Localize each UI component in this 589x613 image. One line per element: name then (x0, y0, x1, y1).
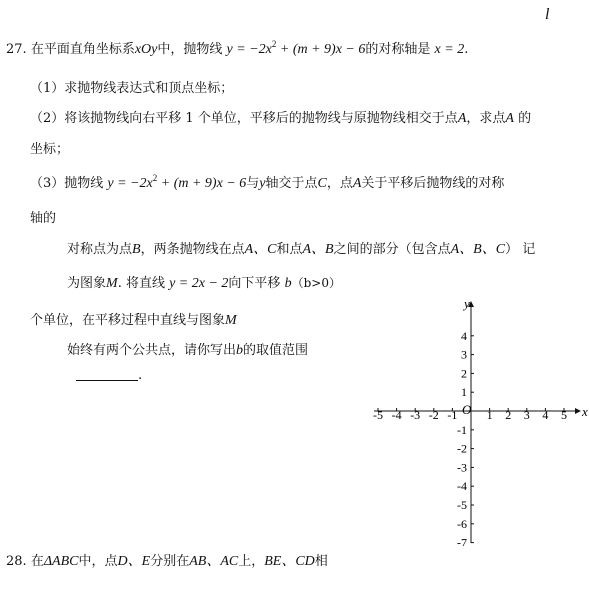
answer-underline (76, 368, 138, 381)
x-tick-label: -5 (373, 408, 383, 422)
x-tick-label: -4 (391, 408, 402, 422)
stem-text: 的对称轴是 (365, 42, 431, 57)
part-3-line-2: 轴的 (30, 211, 57, 226)
part-3-line-6: 始终有两个公共点，请你写出b的取值范围 (67, 343, 309, 358)
x-tick-label: 2 (505, 408, 512, 422)
parabola-equation: $y = -2x^2 + (m + 9)x - 6$ (107, 173, 247, 191)
x-tick-label: 5 (561, 408, 567, 422)
y-tick-label: -1 (457, 422, 467, 437)
axis-equation: x = 2 (434, 42, 465, 57)
x-axis-label: x (582, 404, 588, 419)
y-tick-label: -2 (457, 441, 467, 456)
x-tick-label: -3 (410, 408, 421, 422)
y-tick-label: -5 (457, 498, 467, 512)
part-2-line-2: 坐标； (30, 142, 70, 157)
x-tick-label: 4 (542, 408, 549, 422)
x-tick-label: 1 (486, 408, 493, 422)
parabola-equation: $y = -2x^2 + (m + 9)x - 6$ (226, 39, 366, 57)
x-tick-label: -1 (447, 408, 458, 422)
answer-blank[interactable]: . (76, 368, 142, 383)
x-tick-label: 3 (523, 408, 530, 422)
y-tick-label: -3 (457, 460, 467, 475)
part-3-line-1: （3）抛物线 $y = -2x^2 + (m + 9)x - 6$与y轴交于点C，点A关于平移后抛物线的对称 (30, 173, 505, 191)
y-tick-label: 4 (461, 328, 467, 343)
y-tick-label: 3 (461, 347, 467, 362)
stem-text: 在平面直角坐标系 (30, 42, 135, 57)
y-tick-label: 2 (461, 366, 467, 381)
part-3-line-4: 为图象M. 将直线 y = 2x − 2向下平移 b（b>0） (67, 276, 341, 291)
question-28-stem: 28. 在ΔABC中，点D、E分别在AB、AC上，BE、CD相 (6, 554, 328, 569)
coord-system: xOy (134, 42, 158, 57)
part-1: （1）求抛物线表达式和顶点坐标； (30, 81, 234, 96)
question-number: 27. (6, 42, 27, 57)
origin-label: O (462, 402, 472, 417)
y-tick-label: -7 (457, 535, 467, 546)
stem-text: 中，抛物线 (157, 42, 223, 57)
page-marker: l (545, 6, 550, 23)
part-3-line-5: 个单位，在平移过程中直线与图象M (30, 313, 237, 328)
question-27-stem: 27. 在平面直角坐标系xOy中，抛物线 $y = -2x^2 + (m + 9)x - 6$的对称轴是 x = 2. (6, 39, 469, 57)
y-tick-label: 1 (461, 385, 467, 400)
y-axis-label: y (464, 296, 470, 311)
x-tick-label: -2 (428, 408, 439, 422)
part-2-line-1: （2）将该抛物线向右平移 1 个单位，平移后的抛物线与原抛物线相交于点A，求点A 的 (30, 111, 532, 126)
y-tick-label: -4 (457, 479, 467, 494)
part-3-line-3: 对称点为点B，两条抛物线在点A、C和点A、B之间的部分（包含点A、B、C） 记 (67, 242, 536, 257)
coordinate-plane (368, 296, 589, 546)
y-tick-labels (457, 329, 467, 546)
y-tick-label: -6 (457, 516, 467, 531)
line-equation: y = 2x − 2 (169, 276, 229, 291)
